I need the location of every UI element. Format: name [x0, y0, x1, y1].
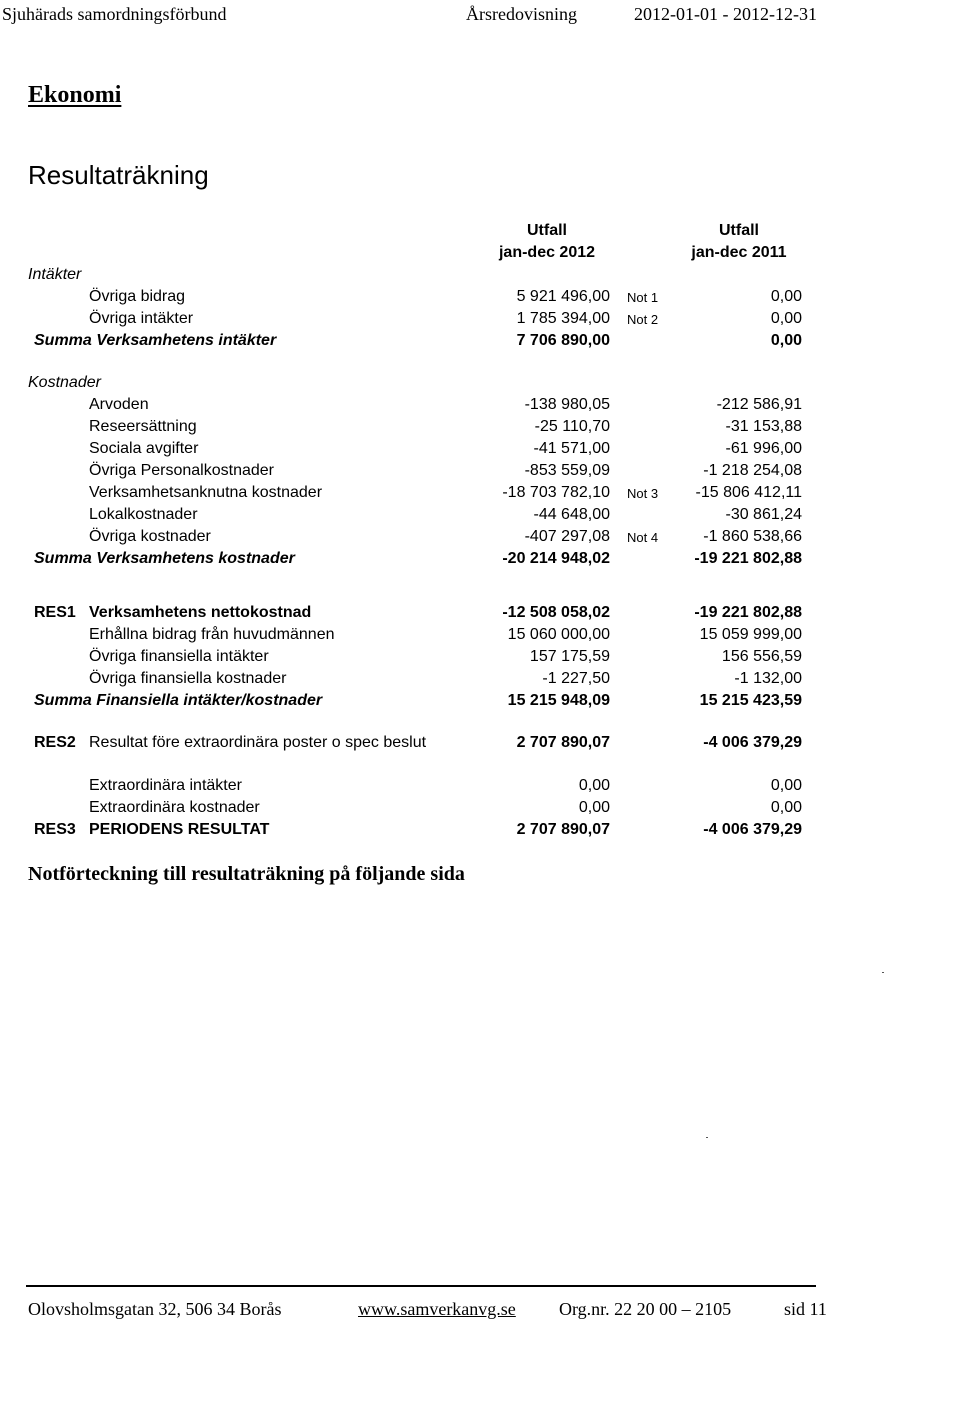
- row-label: Summa Verksamhetens kostnader: [34, 550, 295, 567]
- scan-speck: [882, 972, 884, 973]
- table-row: [0, 777, 960, 799]
- footer-divider: [26, 1285, 816, 1287]
- value-2012: -41 571,00: [533, 440, 610, 457]
- value-2011: -30 861,24: [725, 506, 802, 523]
- value-2012: 0,00: [578, 777, 610, 794]
- table-row: [0, 734, 960, 756]
- value-2011: 156 556,59: [721, 648, 802, 665]
- section-heading: Ekonomi: [28, 82, 122, 108]
- value-2011: -19 221 802,88: [694, 604, 802, 621]
- row-label: Övriga finansiella intäkter: [89, 648, 269, 665]
- note-reference: Not 4: [627, 530, 659, 545]
- result-code: RES1: [34, 604, 76, 621]
- row-label: Kostnader: [28, 374, 101, 391]
- value-2011: 0,00: [770, 288, 802, 305]
- row-label: Sociala avgifter: [89, 440, 199, 457]
- row-label: Extraordinära kostnader: [89, 799, 260, 816]
- row-label: Övriga bidrag: [89, 288, 186, 305]
- row-label: Summa Verksamhetens intäkter: [34, 332, 277, 349]
- table-row: [0, 440, 960, 462]
- table-row: [0, 528, 960, 550]
- result-code: RES2: [34, 734, 76, 751]
- value-2012: -44 648,00: [533, 506, 610, 523]
- value-2012: 2 707 890,07: [516, 821, 610, 838]
- page-title: Resultaträkning: [28, 160, 209, 190]
- value-2011: -31 153,88: [725, 418, 802, 435]
- value-2011: 0,00: [770, 799, 802, 816]
- value-2012: 7 706 890,00: [516, 332, 610, 349]
- note-reference: Not 1: [627, 290, 659, 305]
- value-2012: 5 921 496,00: [516, 288, 610, 305]
- value-2011: -1 860 538,66: [703, 528, 802, 545]
- table-row: [0, 670, 960, 692]
- row-label: Övriga kostnader: [89, 528, 211, 545]
- value-2011: 0,00: [770, 310, 802, 327]
- table-row: [0, 374, 960, 396]
- row-label: Erhållna bidrag från huvudmännen: [89, 626, 335, 643]
- value-2011: -61 996,00: [725, 440, 802, 457]
- notes-reference: Notförteckning till resultaträkning på följande sida: [28, 863, 465, 885]
- value-2012: 15 215 948,09: [507, 692, 610, 709]
- value-2012: -20 214 948,02: [502, 550, 610, 567]
- value-2011: -4 006 379,29: [703, 734, 802, 751]
- column-2011-title: Utfall: [719, 222, 759, 239]
- table-row: [0, 604, 960, 626]
- value-2011: -15 806 412,11: [695, 484, 802, 501]
- value-2011: 0,00: [770, 332, 802, 349]
- table-row: [0, 484, 960, 506]
- table-row: [0, 550, 960, 572]
- value-2012: -407 297,08: [524, 528, 610, 545]
- header-organization: Sjuhärads samordningsförbund: [2, 4, 227, 24]
- table-row: [0, 462, 960, 484]
- table-row: [0, 692, 960, 714]
- value-2011: 15 215 423,59: [699, 692, 802, 709]
- header-document: Årsredovisning: [466, 4, 577, 24]
- row-label: Resultat före extraordinära poster o spec beslut: [89, 734, 427, 751]
- value-2011: -1 132,00: [734, 670, 802, 687]
- column-2011-period: jan-dec 2011: [691, 244, 787, 261]
- footer-page-number: sid 11: [784, 1299, 827, 1319]
- value-2012: -18 703 782,10: [502, 484, 610, 501]
- table-row: [0, 396, 960, 418]
- column-2012-period: jan-dec 2012: [498, 244, 596, 261]
- row-label: Övriga intäkter: [89, 310, 194, 327]
- row-label: Intäkter: [28, 266, 82, 283]
- value-2011: 0,00: [770, 777, 802, 794]
- value-2012: -12 508 058,02: [502, 604, 610, 621]
- value-2011: -4 006 379,29: [703, 821, 802, 838]
- footer-org-number: Org.nr. 22 20 00 – 2105: [559, 1299, 732, 1319]
- row-label: Lokalkostnader: [89, 506, 198, 523]
- table-row: [0, 626, 960, 648]
- value-2012: 2 707 890,07: [516, 734, 610, 751]
- value-2012: -853 559,09: [524, 462, 610, 479]
- table-row: [0, 506, 960, 528]
- value-2012: -25 110,70: [534, 418, 610, 435]
- value-2012: 0,00: [578, 799, 610, 816]
- footer-website-link[interactable]: www.samverkanvg.se: [358, 1299, 516, 1319]
- table-row: [0, 418, 960, 440]
- table-row: [0, 332, 960, 354]
- value-2011: -1 218 254,08: [703, 462, 802, 479]
- row-label: Övriga Personalkostnader: [89, 462, 274, 479]
- scan-speck: [706, 1137, 708, 1138]
- note-reference: Not 2: [627, 312, 659, 327]
- row-label: Arvoden: [89, 396, 149, 413]
- row-label: PERIODENS RESULTAT: [89, 821, 270, 838]
- value-2012: 157 175,59: [529, 648, 610, 665]
- table-row: [0, 310, 960, 332]
- header-period: 2012-01-01 - 2012-12-31: [634, 4, 817, 24]
- row-label: Verksamhetsanknutna kostnader: [89, 484, 323, 501]
- table-row: [0, 799, 960, 821]
- value-2011: 15 059 999,00: [699, 626, 802, 643]
- table-row: [0, 266, 960, 288]
- note-reference: Not 3: [627, 486, 659, 501]
- value-2012: -1 227,50: [542, 670, 610, 687]
- value-2012: 1 785 394,00: [516, 310, 610, 327]
- value-2012: -138 980,05: [524, 396, 610, 413]
- row-label: Verksamhetens nettokostnad: [89, 604, 312, 621]
- footer-address: Olovsholmsgatan 32, 506 34 Borås: [28, 1299, 282, 1319]
- table-row: [0, 648, 960, 670]
- table-row: [0, 288, 960, 310]
- row-label: Extraordinära intäkter: [89, 777, 242, 794]
- value-2012: 15 060 000,00: [507, 626, 610, 643]
- value-2011: -19 221 802,88: [694, 550, 802, 567]
- table-row: [0, 821, 960, 843]
- row-label: Summa Finansiella intäkter/kostnader: [34, 692, 323, 709]
- column-2012-title: Utfall: [527, 222, 567, 239]
- value-2011: -212 586,91: [716, 396, 802, 413]
- row-label: Reseersättning: [89, 418, 197, 435]
- row-label: Övriga finansiella kostnader: [89, 670, 287, 687]
- result-code: RES3: [34, 821, 76, 838]
